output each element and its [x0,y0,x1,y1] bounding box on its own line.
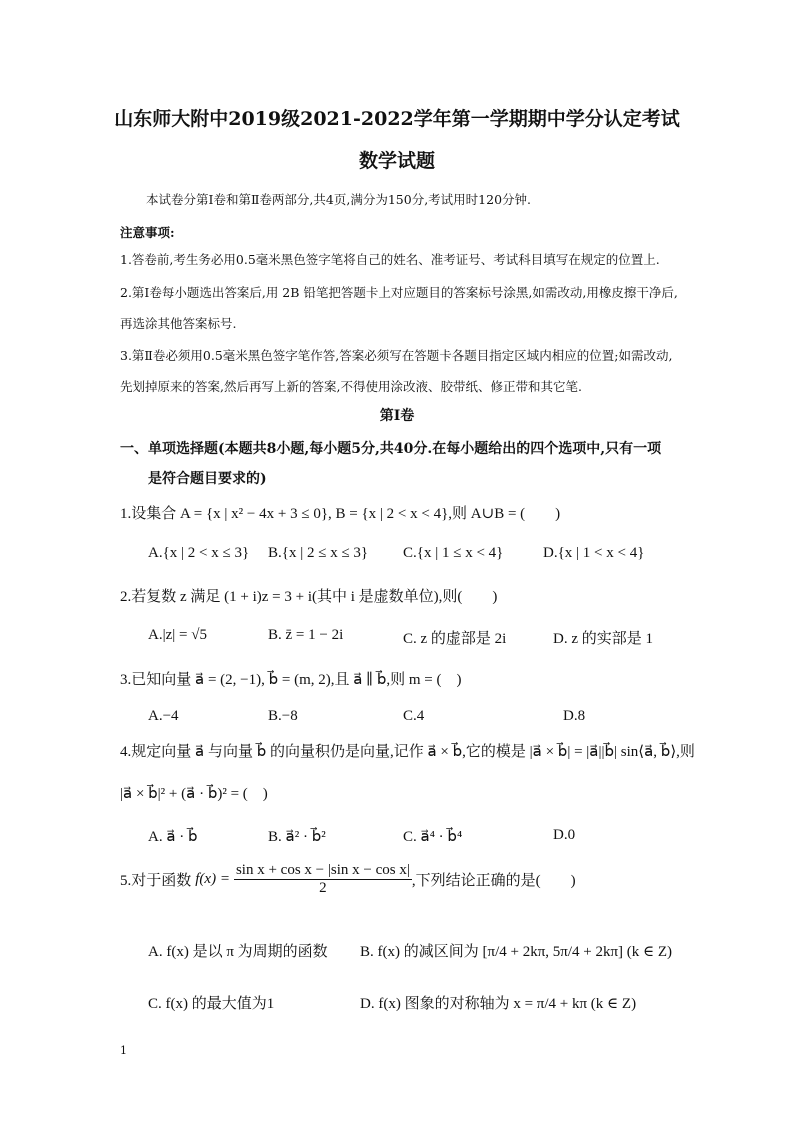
question-2-option-a: A.|z| = √5 [148,627,207,643]
question-2-stem: 2.若复数 z 满足 (1 + i)z = 3 + i(其中 i 是虚数单位),则( ) [120,589,498,605]
notice-item-2-line-2: 再选涂其他答案标号. [120,316,237,331]
question-3-stem: 3.已知向量 a⃗ = (2, −1), b⃗ = (m, 2),且 a⃗ ∥ b⃗,则 m = ( ) [120,672,462,688]
section-heading-line-2: 是符合题目要求的) [148,471,267,487]
question-1-option-b: B.{x | 2 ≤ x ≤ 3} [268,545,369,561]
question-5-denominator: 2 [319,880,327,896]
part-title: 第Ⅰ卷 [379,408,415,424]
notice-item-1: 1.答卷前,考生务必用0.5毫米黑色签字笔将自己的姓名、准考证号、考试科目填写在规定的位置上. [120,252,660,267]
question-5-option-d: D. f(x) 图象的对称轴为 x = π/4 + kπ (k ∈ Z) [360,996,637,1012]
question-4-option-c: C. a⃗⁴ · b⃗⁴ [403,829,463,845]
subject-title: 数学试题 [358,150,435,172]
question-4-option-a: A. a⃗ · b⃗ [148,829,198,845]
question-4-stem-line-2: |a⃗ × b⃗|² + (a⃗ · b⃗)² = ( ) [120,786,268,802]
exam-intro: 本试卷分第Ⅰ卷和第Ⅱ卷两部分,共4页,满分为150分,考试用时120分钟. [146,192,531,207]
question-5-stem [120,862,576,897]
question-4-option-b: B. a⃗² · b⃗² [268,829,326,845]
notice-item-2-line-1: 2.第Ⅰ卷每小题选出答案后,用 2B 铅笔把答题卡上对应题目的答案标号涂黑,如需改动,用橡皮擦干净后, [120,285,678,300]
exam-title: 山东师大附中2019级2021-2022学年第一学期期中学分认定考试 [114,108,680,130]
question-2-option-b: B. z̄ = 1 − 2i [268,627,344,643]
question-1-option-a: A.{x | 2 < x ≤ 3} [148,545,250,561]
section-heading-line-1: 一、单项选择题(本题共8小题,每小题5分,共40分.在每小题给出的四个选项中,只有一项 [120,441,662,457]
question-3-option-a: A.−4 [148,708,179,724]
question-5-numerator: sin x + cos x − |sin x − cos x| [235,862,410,878]
question-5-option-c: C. f(x) 的最大值为1 [148,996,275,1012]
question-1-option-c: C.{x | 1 ≤ x < 4} [403,545,504,561]
question-3-option-d: D.8 [563,708,586,724]
question-5-option-a: A. f(x) 是以 π 为周期的函数 [148,944,328,960]
question-1-stem: 1.设集合 A = {x | x² − 4x + 3 ≤ 0}, B = {x | 2 < x < 4},则 A∪B = ( ) [120,506,561,522]
question-5-suffix: ,下列结论正确的是( ) [411,873,576,889]
question-2-option-c: C. z 的虚部是 2i [403,631,507,647]
notice-item-3-line-2: 先划掉原来的答案,然后再写上新的答案,不得使用涂改液、胶带纸、修正带和其它笔. [120,379,582,394]
question-5-fraction [234,862,412,897]
page-number: 1 [120,1044,127,1057]
question-3-option-b: B.−8 [268,708,298,724]
question-4-stem-line-1: 4.规定向量 a⃗ 与向量 b⃗ 的向量积仍是向量,记作 a⃗ × b⃗,它的模是 |a⃗ × b⃗| = |a⃗||b⃗| sin⟨a⃗, b⃗⟩,则 [120,744,695,760]
question-2-option-d: D. z 的实部是 1 [553,631,653,647]
question-4-option-d: D.0 [553,827,576,843]
question-3-option-c: C.4 [403,708,425,724]
notice-heading: 注意事项: [120,225,175,240]
question-5-option-b [360,940,672,961]
question-5-option-b-prefix: B. f(x) 的减区间为 [360,944,479,960]
question-5-option-b-interval: [π/4 + 2kπ, 5π/4 + 2kπ] (k ∈ Z) [482,944,673,960]
question-5-function: f(x) = [195,871,230,887]
question-5-prefix: 5.对于函数 [120,873,192,889]
question-1-option-d: D.{x | 1 < x < 4} [543,545,645,561]
notice-item-3-line-1: 3.第Ⅱ卷必须用0.5毫米黑色签字笔作答,答案必须写在答题卡各题目指定区域内相应的位置;如需改动, [120,348,673,363]
